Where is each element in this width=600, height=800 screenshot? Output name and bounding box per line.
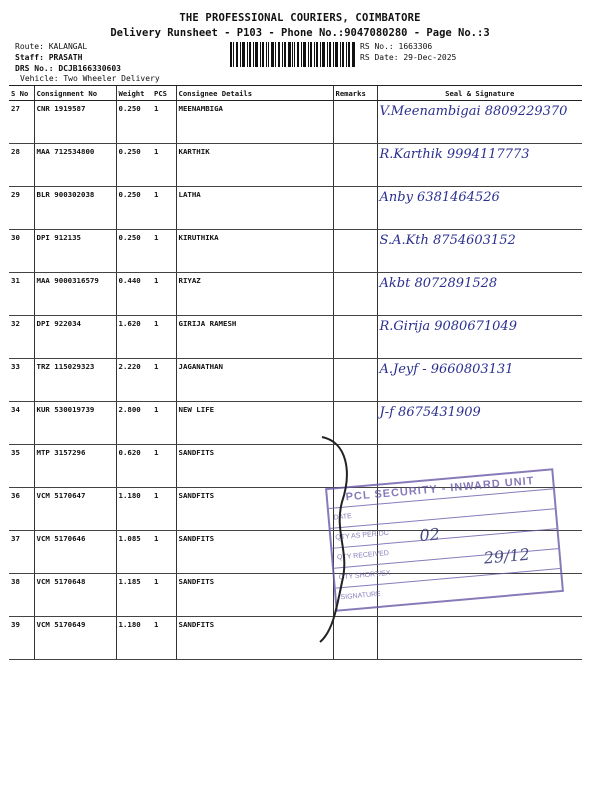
- remarks-cell: [333, 230, 377, 273]
- consignee-cell: KIRUTHIKA: [176, 230, 333, 273]
- consignment-cell: MTP 3157296: [34, 445, 116, 488]
- stamp-short-line: QTY SHORT/EX: [334, 549, 560, 589]
- handwritten-signature: Akbt 8072891528: [379, 276, 498, 291]
- handwritten-signature: Anby 6381464526: [379, 190, 500, 205]
- runsheet-subtitle: Delivery Runsheet - P103 - Phone No.:9047080280 - Page No.:3: [110, 27, 490, 39]
- stamp-received-line: QTY RECEIVED: [332, 529, 558, 569]
- company-title: THE PROFESSIONAL COURIERS, COIMBATORE: [179, 12, 421, 24]
- table-row: [9, 273, 582, 316]
- consignee-cell: NEW LIFE: [176, 402, 333, 445]
- weight-cell: 0.440: [116, 273, 152, 316]
- col-pcs: PCS: [152, 86, 176, 101]
- sno-cell: 39: [9, 617, 34, 660]
- signature-cell: [377, 617, 582, 660]
- pcs-cell: 1: [152, 316, 176, 359]
- weight-cell: 0.250: [116, 101, 152, 144]
- consignment-cell: KUR 530019739: [34, 402, 116, 445]
- barcode: [230, 42, 355, 67]
- drs-label: DRS No.: DCJB166330603: [15, 64, 121, 73]
- consignment-cell: DPI 922034: [34, 316, 116, 359]
- consignee-cell: JAGANATHAN: [176, 359, 333, 402]
- pcs-cell: 1: [152, 359, 176, 402]
- weight-cell: 0.250: [116, 187, 152, 230]
- pcs-cell: 1: [152, 101, 176, 144]
- handwritten-signature: S.A.Kth 8754603152: [379, 233, 516, 248]
- table-header-row: [9, 86, 582, 101]
- sno-cell: 33: [9, 359, 34, 402]
- signature-cell: [377, 316, 582, 359]
- remarks-cell: [333, 273, 377, 316]
- weight-cell: 1.185: [116, 574, 152, 617]
- consignment-cell: CNR 1919587: [34, 101, 116, 144]
- signature-cell: [377, 402, 582, 445]
- table-row: [9, 402, 582, 445]
- remarks-cell: [333, 144, 377, 187]
- consignee-cell: SANDFITS: [176, 445, 333, 488]
- pcs-cell: 1: [152, 187, 176, 230]
- table-row: [9, 144, 582, 187]
- handwritten-signature: A.Jeyf - 9660803131: [379, 362, 514, 377]
- consignee-cell: SANDFITS: [176, 531, 333, 574]
- sno-cell: 31: [9, 273, 34, 316]
- weight-cell: 1.180: [116, 488, 152, 531]
- consignee-cell: SANDFITS: [176, 574, 333, 617]
- stamp-qty-value: 02: [418, 524, 441, 546]
- consignee-cell: GIRIJA RAMESH: [176, 316, 333, 359]
- stamp-title: PCL SECURITY - INWARD UNIT: [327, 470, 553, 509]
- consignment-cell: MAA 712534800: [34, 144, 116, 187]
- handwritten-signature: R.Girija 9080671049: [379, 319, 517, 334]
- sno-cell: 29: [9, 187, 34, 230]
- rs-number: RS No.: 1663306: [360, 42, 433, 51]
- remarks-cell: [333, 359, 377, 402]
- vehicle-label: Vehicle: Two Wheeler Delivery: [20, 74, 160, 83]
- remarks-cell: [333, 101, 377, 144]
- weight-cell: 2.220: [116, 359, 152, 402]
- table-row: [9, 187, 582, 230]
- weight-cell: 0.250: [116, 230, 152, 273]
- route-label: Route: KALANGAL: [15, 42, 88, 51]
- remarks-cell: [333, 316, 377, 359]
- consignment-cell: VCM 5170646: [34, 531, 116, 574]
- signature-cell: [377, 101, 582, 144]
- stamp-qty-line: QTY AS PER DC: [331, 509, 557, 549]
- consignment-cell: MAA 9000316579: [34, 273, 116, 316]
- handwritten-bracket: [312, 432, 372, 647]
- consignment-cell: BLR 900302038: [34, 187, 116, 230]
- col-weight: Weight: [116, 86, 152, 101]
- col-sno: S No: [9, 86, 34, 101]
- weight-cell: 0.250: [116, 144, 152, 187]
- sno-cell: 34: [9, 402, 34, 445]
- table-row: [9, 316, 582, 359]
- sno-cell: 30: [9, 230, 34, 273]
- weight-cell: 1.180: [116, 617, 152, 660]
- consignment-cell: VCM 5170647: [34, 488, 116, 531]
- consignee-cell: LATHA: [176, 187, 333, 230]
- col-signature: Seal & Signature: [377, 86, 582, 101]
- table-row: [9, 101, 582, 144]
- table-row: [9, 617, 582, 660]
- consignee-cell: KARTHIK: [176, 144, 333, 187]
- col-consignee: Consignee Details: [176, 86, 333, 101]
- pcs-cell: 1: [152, 488, 176, 531]
- consignment-cell: DPI 912135: [34, 230, 116, 273]
- pcs-cell: 1: [152, 574, 176, 617]
- sno-cell: 36: [9, 488, 34, 531]
- sno-cell: 27: [9, 101, 34, 144]
- col-remarks: Remarks: [333, 86, 377, 101]
- sno-cell: 32: [9, 316, 34, 359]
- consignment-cell: VCM 5170649: [34, 617, 116, 660]
- consignment-cell: TRZ 115029323: [34, 359, 116, 402]
- remarks-cell: [333, 187, 377, 230]
- table-row: [9, 359, 582, 402]
- signature-cell: [377, 359, 582, 402]
- handwritten-signature: V.Meenambigai 8809229370: [379, 104, 568, 119]
- weight-cell: 1.085: [116, 531, 152, 574]
- handwritten-signature: J-f 8675431909: [379, 405, 481, 420]
- consignee-cell: SANDFITS: [176, 617, 333, 660]
- pcs-cell: 1: [152, 531, 176, 574]
- stamp-sign-line: SIGNATURE: [340, 590, 382, 602]
- sno-cell: 38: [9, 574, 34, 617]
- pcs-cell: 1: [152, 144, 176, 187]
- col-consignment: Consignment No: [34, 86, 116, 101]
- consignee-cell: SANDFITS: [176, 488, 333, 531]
- weight-cell: 1.620: [116, 316, 152, 359]
- weight-cell: 0.620: [116, 445, 152, 488]
- handwritten-signature: R.Karthik 9994117773: [379, 147, 530, 162]
- pcs-cell: 1: [152, 617, 176, 660]
- weight-cell: 2.800: [116, 402, 152, 445]
- stamp-date-value: 29/12: [482, 544, 531, 568]
- signature-cell: [377, 187, 582, 230]
- signature-cell: [377, 230, 582, 273]
- rs-date: RS Date: 29-Dec-2025: [360, 53, 457, 62]
- sno-cell: 28: [9, 144, 34, 187]
- pcs-cell: 1: [152, 402, 176, 445]
- staff-label: Staff: PRASATH: [15, 53, 83, 62]
- pcs-cell: 1: [152, 273, 176, 316]
- stamp-date-line: DATE: [329, 489, 555, 529]
- signature-cell: [377, 144, 582, 187]
- table-row: [9, 230, 582, 273]
- pcs-cell: 1: [152, 445, 176, 488]
- sno-cell: 35: [9, 445, 34, 488]
- consignee-cell: RIYAZ: [176, 273, 333, 316]
- signature-cell: [377, 273, 582, 316]
- consignment-cell: VCM 5170648: [34, 574, 116, 617]
- consignee-cell: MEENAMBIGA: [176, 101, 333, 144]
- sno-cell: 37: [9, 531, 34, 574]
- pcs-cell: 1: [152, 230, 176, 273]
